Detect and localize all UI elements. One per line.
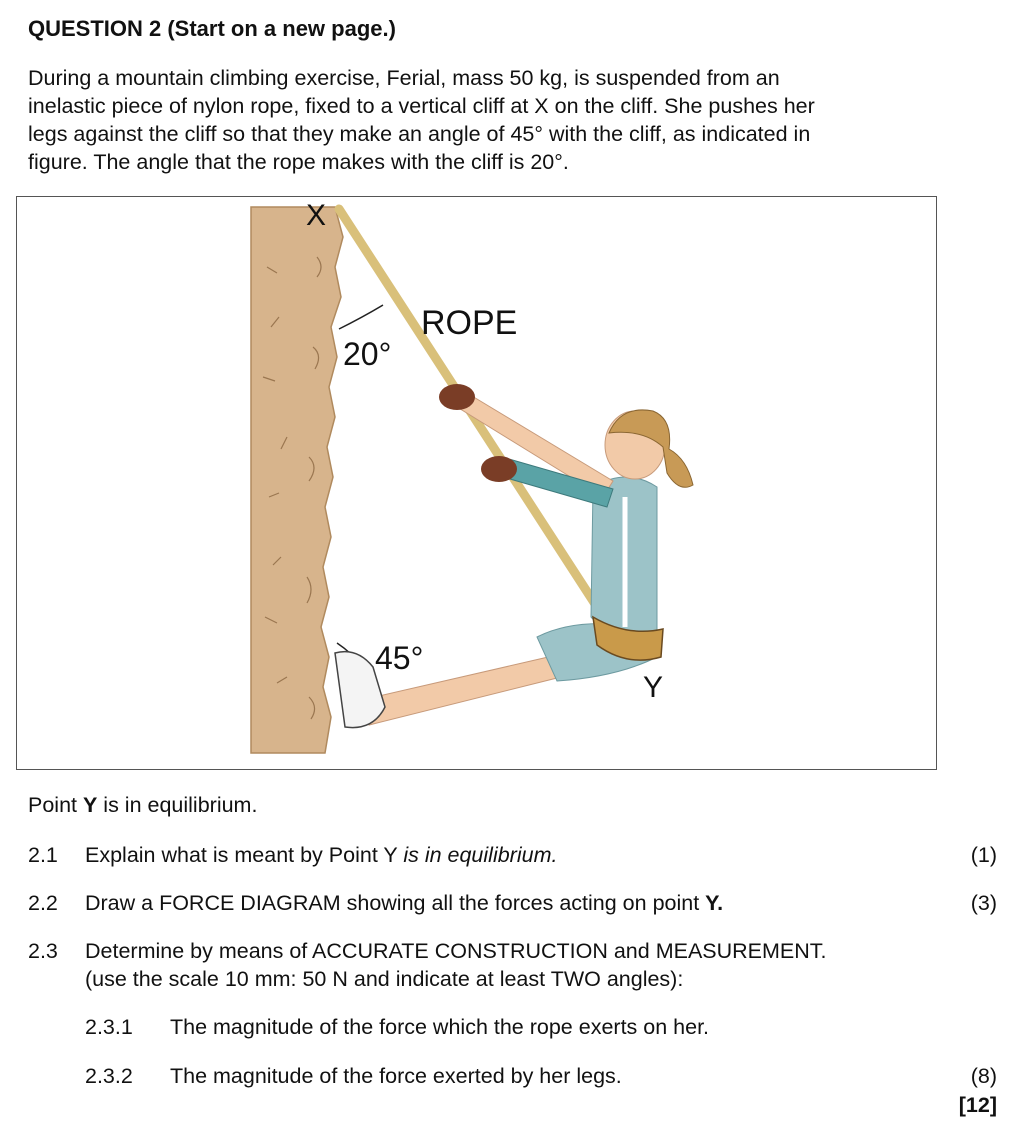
q232-number: 2.3.2 — [85, 1064, 133, 1088]
q22-text-main: Draw a FORCE DIAGRAM showing all the forces acting on point — [85, 891, 706, 915]
total-marks: [12] — [958, 1093, 997, 1117]
q23-line-2: (use the scale 10 mm: 50 N and indicate at least TWO angles): — [85, 967, 684, 991]
angle-arc-20 — [339, 305, 383, 329]
q21-text-main: Explain what is meant by Point Y — [85, 843, 404, 867]
q23-number: 2.3 — [28, 939, 58, 963]
q23-line-1: Determine by means of ACCURATE CONSTRUCTION and MEASUREMENT. — [85, 939, 827, 963]
equilibrium-point: Y — [82, 793, 98, 817]
q21-number: 2.1 — [28, 843, 58, 867]
label-y: Y — [643, 671, 664, 704]
q21-text-italic: is in equilibrium. — [403, 843, 558, 867]
intro-line-4: figure. The angle that the rope makes with the cliff is 20°. — [28, 150, 569, 174]
intro-line-2: inelastic piece of nylon rope, fixed to a vertical cliff at X on the cliff. She pushes her — [28, 94, 815, 118]
q232-text: The magnitude of the force exerted by her legs. — [170, 1064, 622, 1088]
q22-mark: (3) — [970, 891, 997, 915]
climber-figure — [16, 196, 937, 770]
label-angle-20: 20° — [343, 336, 392, 372]
label-angle-45: 45° — [375, 640, 424, 676]
question-heading: QUESTION 2 (Start on a new page.) — [28, 16, 396, 41]
climber-illustration — [17, 197, 938, 771]
q21-text — [85, 843, 557, 868]
cliff — [251, 207, 343, 753]
label-rope: ROPE — [421, 304, 518, 342]
q22-text — [85, 891, 723, 916]
q232-mark: (8) — [970, 1064, 997, 1088]
q22-number: 2.2 — [28, 891, 58, 915]
equilibrium-statement — [28, 793, 257, 818]
glove-lower — [481, 456, 517, 482]
q231-number: 2.3.1 — [85, 1015, 133, 1039]
glove-upper — [439, 384, 475, 410]
question-intro — [28, 64, 958, 176]
intro-line-1: During a mountain climbing exercise, Ferial, mass 50 kg, is suspended from an — [28, 66, 780, 90]
label-x: X — [306, 199, 327, 232]
equilibrium-prefix: Point — [28, 793, 83, 817]
q231-text: The magnitude of the force which the rope exerts on her. — [170, 1015, 710, 1039]
q22-text-bold: Y. — [705, 891, 724, 915]
equilibrium-suffix: is in equilibrium. — [97, 793, 258, 817]
q21-mark: (1) — [970, 843, 997, 867]
intro-line-3: legs against the cliff so that they make an angle of 45° with the cliff, as indicated in — [28, 122, 811, 146]
